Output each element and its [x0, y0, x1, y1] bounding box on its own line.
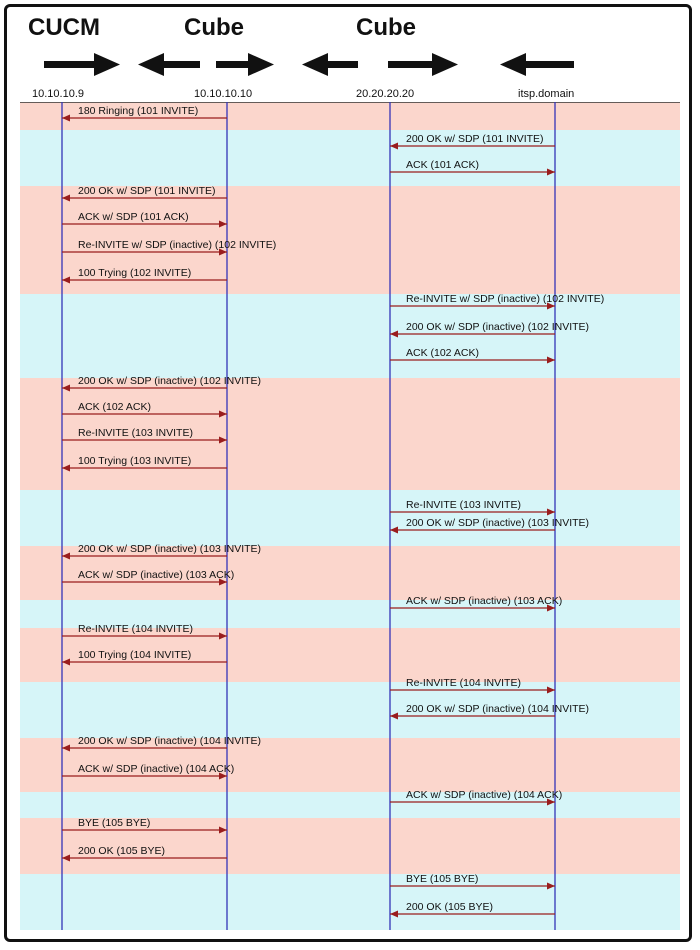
arrow-left-icon: [302, 52, 360, 76]
address-cube-right: 20.20.20.20: [356, 88, 415, 100]
arrow-right-icon: [44, 52, 124, 76]
message-label: 200 OK (105 BYE): [78, 845, 165, 857]
message-label: ACK w/ SDP (inactive) (104 ACK): [78, 763, 235, 775]
address-itsp: itsp.domain: [518, 88, 575, 100]
message-label: Re-INVITE (103 INVITE): [78, 427, 193, 439]
title-cucm: CUCM: [28, 14, 100, 41]
message-label: 200 OK w/ SDP (inactive) (104 INVITE): [406, 703, 590, 715]
message-label: 200 OK w/ SDP (101 INVITE): [406, 133, 544, 145]
band-cyan: [20, 874, 680, 930]
arrow-left-icon: [500, 52, 576, 76]
message-label: ACK (102 ACK): [78, 401, 151, 413]
message-label: Re-INVITE (104 INVITE): [78, 623, 193, 635]
message-label: Re-INVITE w/ SDP (inactive) (102 INVITE): [406, 293, 605, 305]
message-label: 200 OK w/ SDP (inactive) (104 INVITE): [78, 735, 262, 747]
title-cube-right: Cube: [356, 14, 416, 41]
message-label: ACK (101 ACK): [406, 159, 479, 171]
message-label: 200 OK w/ SDP (inactive) (102 INVITE): [406, 321, 590, 333]
band-cyan: [20, 792, 680, 818]
message-label: 180 Ringing (101 INVITE): [78, 105, 199, 117]
band-cyan: [20, 130, 680, 186]
message-label: 200 OK w/ SDP (inactive) (102 INVITE): [78, 375, 262, 387]
arrow-right-icon: [216, 52, 276, 76]
message-label: 100 Trying (103 INVITE): [78, 455, 192, 467]
message-label: 200 OK w/ SDP (inactive) (103 INVITE): [406, 517, 590, 529]
message-label: ACK (102 ACK): [406, 347, 479, 359]
message-label: ACK w/ SDP (inactive) (104 ACK): [406, 789, 563, 801]
message-label: 200 OK (105 BYE): [406, 901, 493, 913]
message-label: 200 OK w/ SDP (101 INVITE): [78, 185, 216, 197]
message-label: 200 OK w/ SDP (inactive) (103 INVITE): [78, 543, 262, 555]
band-cyan: [20, 294, 680, 378]
message-label: Re-INVITE (103 INVITE): [406, 499, 521, 511]
message-label: BYE (105 BYE): [78, 817, 151, 829]
arrow-right-icon: [388, 52, 462, 76]
address-cube-left: 10.10.10.10: [194, 88, 253, 100]
message-label: ACK w/ SDP (inactive) (103 ACK): [78, 569, 235, 581]
message-label: ACK w/ SDP (inactive) (103 ACK): [406, 595, 563, 607]
arrow-left-icon: [138, 52, 202, 76]
address-cucm: 10.10.10.9: [32, 88, 84, 100]
message-label: BYE (105 BYE): [406, 873, 479, 885]
message-label: Re-INVITE w/ SDP (inactive) (102 INVITE): [78, 239, 277, 251]
message-label: Re-INVITE (104 INVITE): [406, 677, 521, 689]
message-label: 100 Trying (102 INVITE): [78, 267, 192, 279]
title-cube-left: Cube: [184, 14, 244, 41]
message-label: 100 Trying (104 INVITE): [78, 649, 192, 661]
sequence-diagram: [20, 102, 680, 932]
message-label: ACK w/ SDP (101 ACK): [78, 211, 189, 223]
